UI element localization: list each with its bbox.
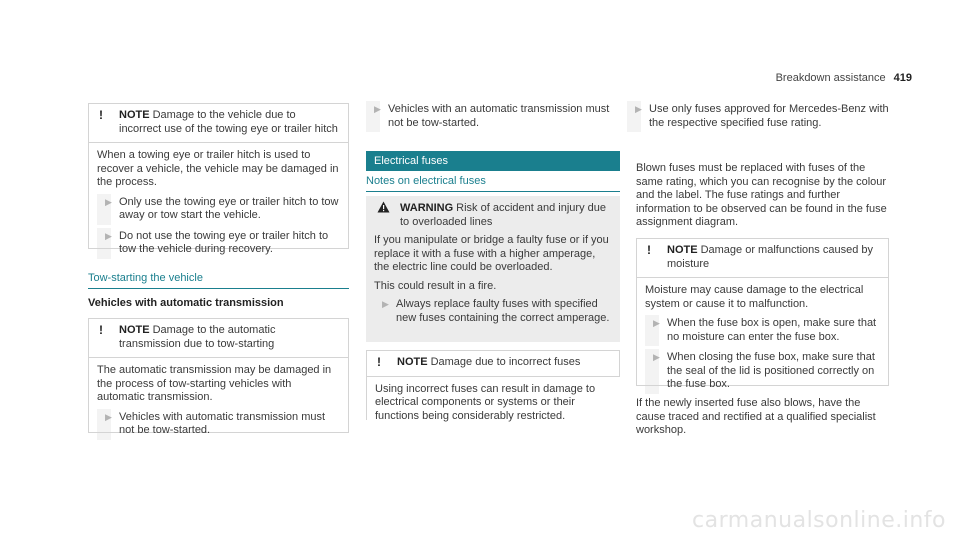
exclamation-icon: !: [647, 243, 651, 257]
paragraph-blown-fuses: [636, 162, 888, 230]
list-item: [366, 103, 620, 130]
warning-body: [366, 229, 620, 338]
list-item-text: Always replace faulty fuses with specified new fuses containing the correct amperage.: [396, 298, 610, 324]
note-keyword: NOTE: [119, 324, 150, 336]
note-text: Using incorrect fuses can result in damage to electrical components or systems or their functions being considerably restricted.: [375, 382, 596, 422]
arrow-right-icon: ▶: [105, 196, 112, 207]
intro-bullet: [627, 103, 889, 137]
warning-text: This could result in a fire.: [374, 279, 497, 292]
paragraph-text: If the newly inserted fuse also blows, have the cause traced and rectified at a qualified specialist workshop.: [636, 397, 876, 436]
exclamation-icon: !: [99, 323, 103, 337]
arrow-right-icon: ▶: [105, 411, 112, 422]
note-towing-eye: [88, 103, 349, 255]
note-title: Damage or malfunctions caused by moisture: [667, 244, 873, 270]
list-item-text: Vehicles with automatic transmission must not be tow-started.: [119, 410, 326, 436]
arrow-right-icon: ▶: [374, 104, 381, 114]
arrow-right-icon: ▶: [653, 352, 660, 362]
note-automatic-transmission: [88, 318, 349, 436]
note-keyword: NOTE: [397, 356, 428, 368]
page-header: [776, 72, 912, 86]
section-heading-tow-starting: Tow-starting the vehicle: [88, 272, 349, 289]
list-item: [627, 103, 889, 130]
list-item-text: Do not use the towing eye or trailer hitch to tow the vehicle during recovery.: [119, 229, 329, 255]
note-header: [367, 350, 620, 377]
note-body: [89, 358, 348, 449]
section-bar-electrical-fuses: Electrical fuses: [366, 151, 620, 171]
list-item: [374, 298, 612, 325]
warning-text: If you manipulate or bridge a faulty fuse or if you replace it with a fuse with a higher amperage, the electric line could be overloaded.: [374, 234, 609, 273]
note-title: Damage to the vehicle due to incorrect use of the towing eye or trailer hitch: [119, 109, 338, 135]
list-item: [97, 411, 340, 438]
paragraph-text: Blown fuses must be replaced with fuses of the same rating, which you can recognise by the colour and the label. The fuse ratings and further information to be observed can be found in the fuse assignment diagram.: [636, 162, 887, 228]
note-header: [89, 104, 348, 143]
subheading-automatic-transmission: Vehicles with automatic transmission: [88, 297, 284, 309]
list-item-text: Only use the towing eye or trailer hitch to tow away or tow start the vehicle.: [119, 195, 339, 221]
note-keyword: NOTE: [119, 109, 150, 121]
arrow-right-icon: ▶: [382, 299, 389, 309]
exclamation-icon: !: [377, 355, 381, 369]
list-item: [97, 230, 340, 257]
warning-triangle-icon: [377, 201, 390, 218]
list-item: [97, 196, 340, 223]
note-keyword: NOTE: [667, 244, 698, 256]
list-item: [645, 351, 880, 392]
note-title: Damage due to incorrect fuses: [430, 356, 581, 368]
note-text: Moisture may cause damage to the electrical system or cause it to malfunction.: [645, 284, 864, 310]
note-incorrect-fuses: [366, 350, 620, 420]
arrow-right-icon: ▶: [635, 104, 642, 114]
note-header: [89, 319, 348, 358]
note-header: [637, 239, 888, 278]
note-body: [89, 143, 348, 268]
arrow-right-icon: ▶: [653, 318, 660, 328]
intro-bullet: [366, 103, 620, 137]
page-number: 419: [893, 72, 912, 84]
list-item-text: When closing the fuse box, make sure that the seal of the lid is positioned correctly on the fuse box.: [667, 351, 875, 390]
watermark: carmanualsonline.info: [692, 507, 946, 533]
list-item-text: When the fuse box is open, make sure that no moisture can enter the fuse box.: [667, 317, 877, 343]
list-item-text: Use only fuses approved for Mercedes-Benz with the respective specified fuse rating.: [649, 103, 889, 129]
note-body: [367, 377, 620, 434]
note-moisture: [636, 238, 889, 390]
warning-box: [366, 196, 620, 342]
note-body: [637, 278, 888, 403]
section-title: Breakdown assistance: [775, 72, 886, 84]
note-title: Damage to the automatic transmission due to tow-starting: [119, 324, 276, 350]
subheading-notes-on-fuses: Notes on electrical fuses: [366, 175, 620, 192]
warning-title: Risk of accident and injury due to overloaded lines: [400, 202, 606, 228]
paragraph-workshop: [636, 397, 888, 438]
note-text: The automatic transmission may be damaged in the process of tow-starting vehicles with automatic transmission.: [97, 364, 332, 403]
list-item: [645, 317, 880, 344]
exclamation-icon: !: [99, 108, 103, 122]
list-item-text: Vehicles with an automatic transmission must not be tow-started.: [388, 103, 610, 129]
note-text: When a towing eye or trailer hitch is used to recover a vehicle, the vehicle may be damaged in the process.: [97, 149, 339, 188]
warning-keyword: WARNING: [400, 202, 454, 214]
warning-header: [366, 196, 620, 229]
arrow-right-icon: ▶: [105, 230, 112, 241]
